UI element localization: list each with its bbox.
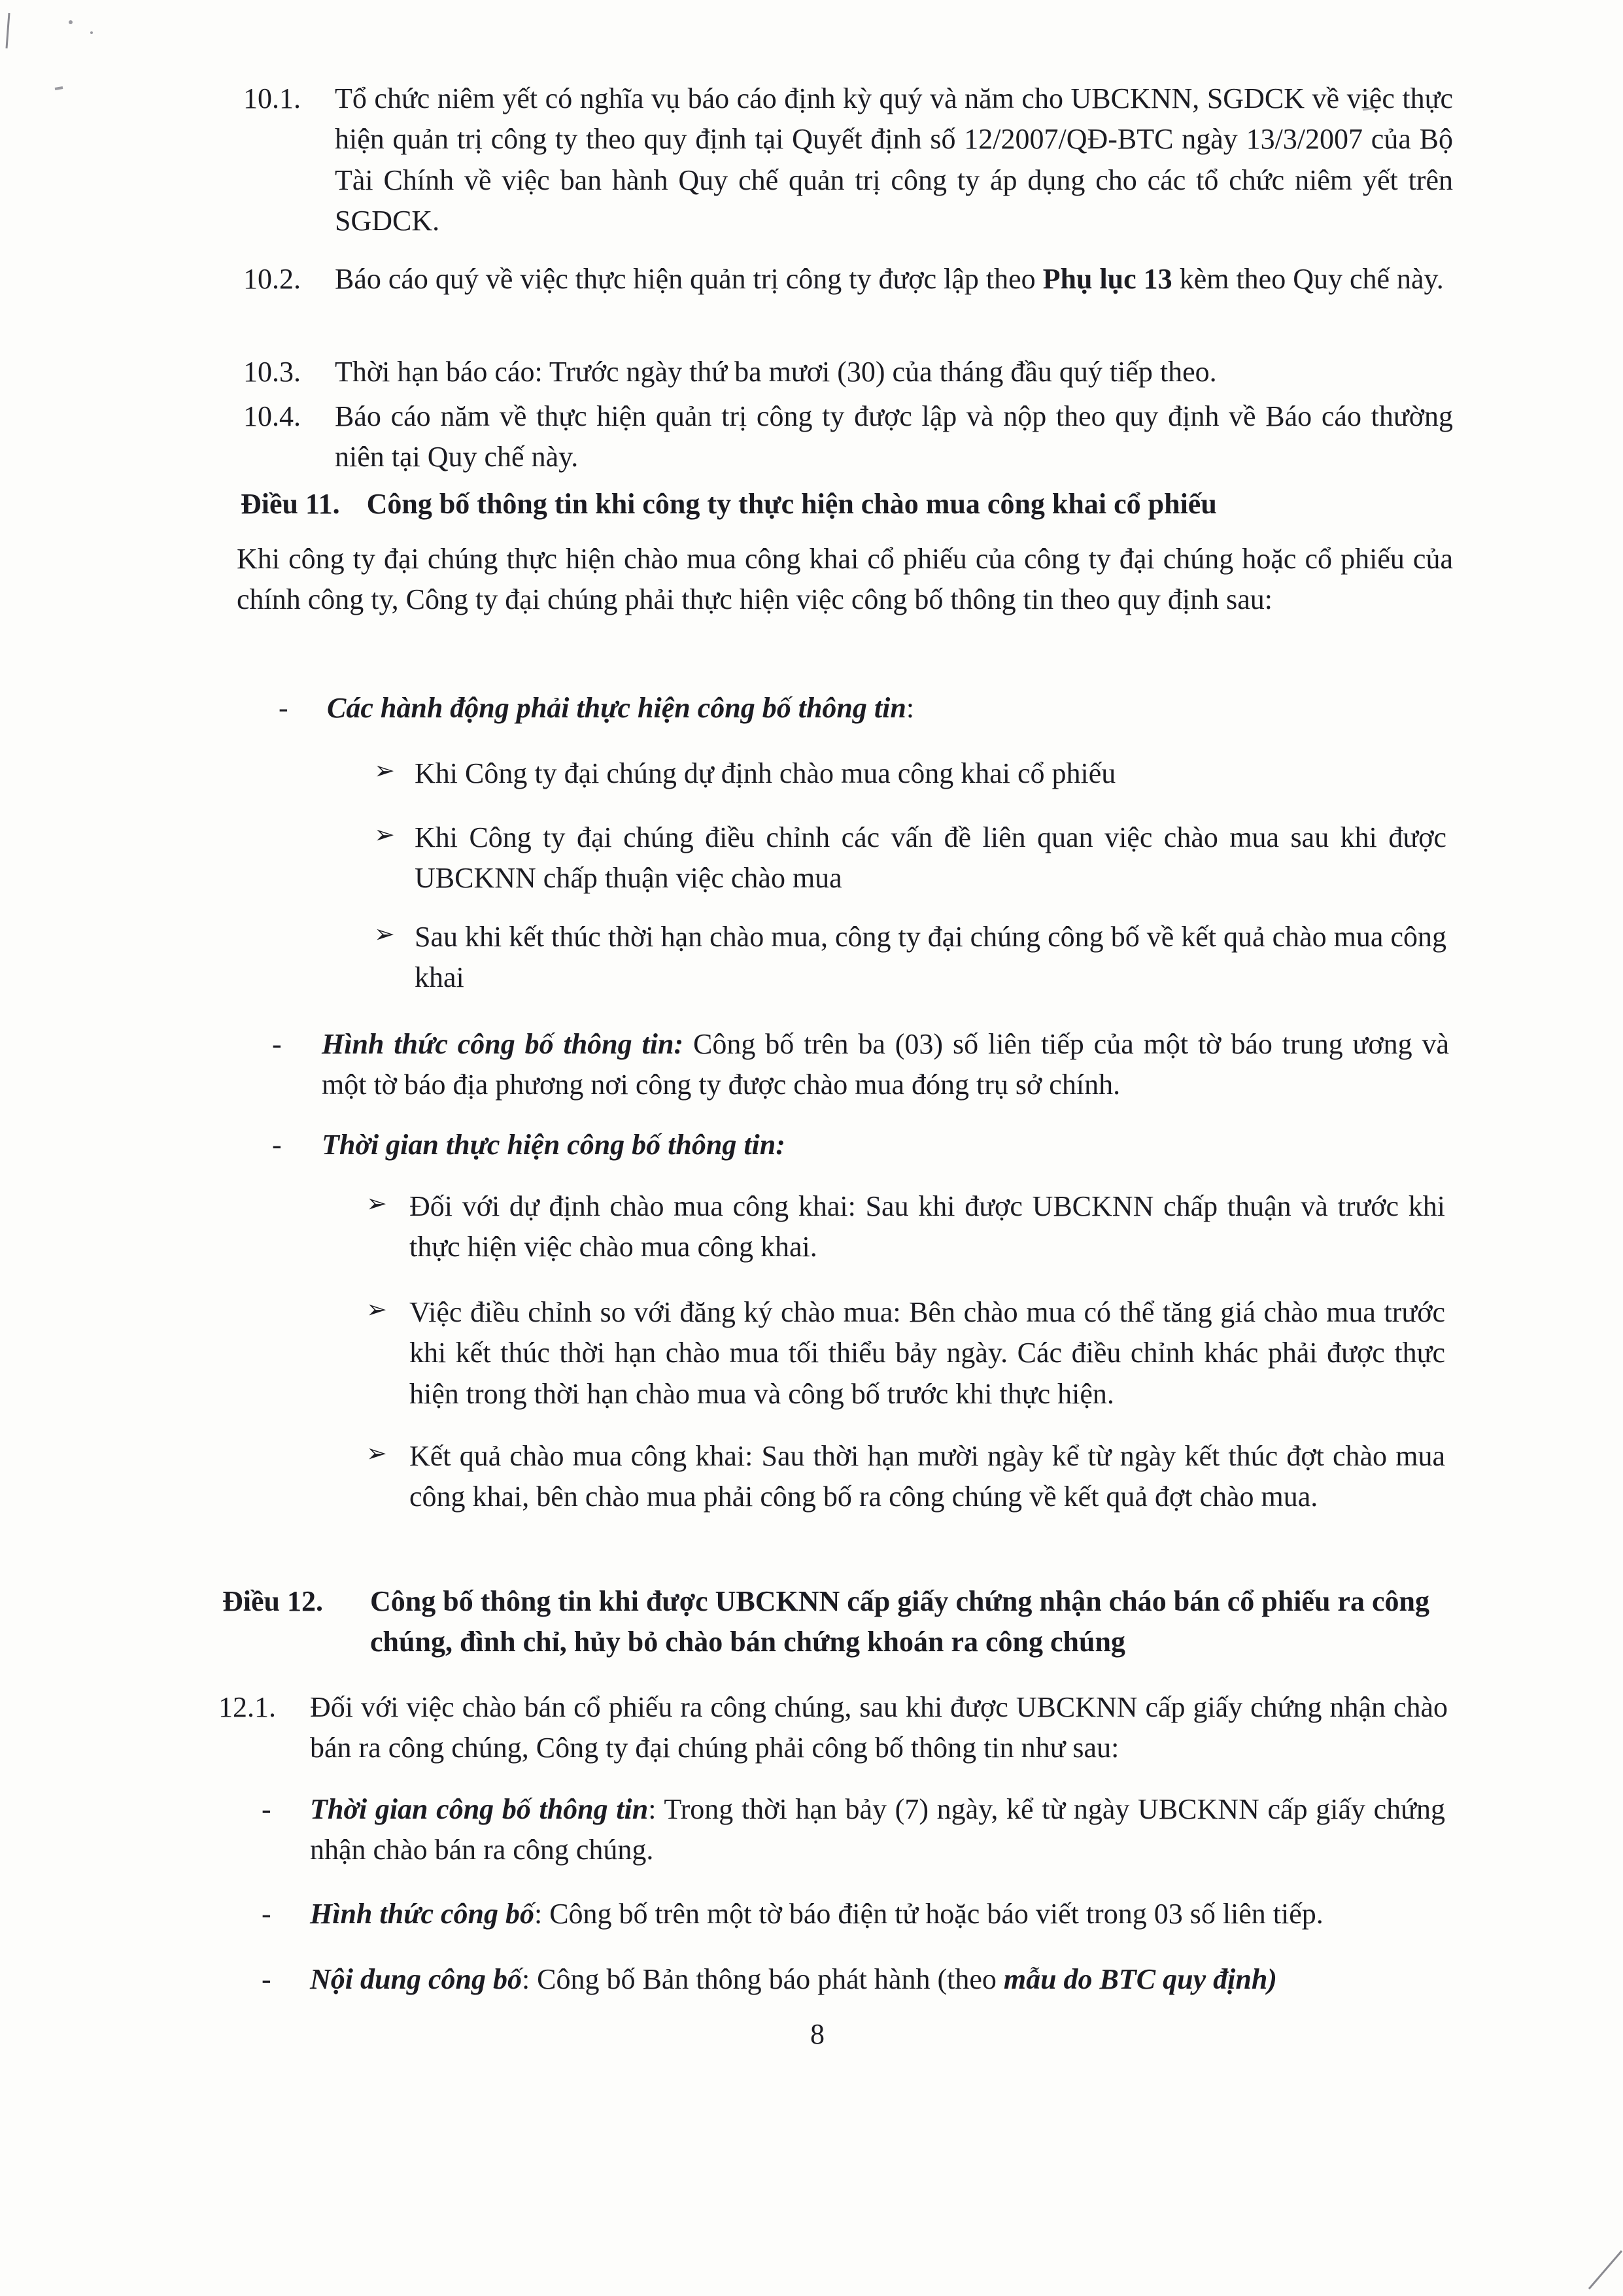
- timing-item-2: ➢ Việc điều chỉnh so với đăng ký chào mua: Bên chào mua có thể tăng giá chào mua trước khi kết thúc thời hạn chào mua tối thiểu bảy ngày. Các điều chỉnh khác phải được thực hiện trong thời hạn chào mua và công bố trước khi thực hiện.: [366, 1292, 1445, 1414]
- timing-item-3: ➢ Kết quả chào mua công khai: Sau thời hạn mười ngày kể từ ngày kết thúc đợt chào mua công khai, bên chào mua phải công bố ra công chúng về kết quả đợt chào mua.: [366, 1436, 1445, 1518]
- clause-text: Báo cáo năm về thực hiện quản trị công ty được lập và nộp theo quy định về Báo cáo thường niên tại Quy chế này.: [335, 400, 1453, 473]
- article-title: Công bố thông tin khi công ty thực hiện chào mua công khai cổ phiếu: [366, 488, 1217, 520]
- dash-bullet: -: [262, 1793, 271, 1825]
- offer-timing-item: - Thời gian công bố thông tin: Trong thời hạn bảy (7) ngày, kể từ ngày UBCKNN cấp giấy chứng nhận chào bán ra công chúng.: [262, 1789, 1445, 1871]
- scan-mark-top-left: [0, 0, 131, 105]
- action-item-1: ➢ Khi Công ty đại chúng dự định chào mua công khai cổ phiếu: [374, 753, 1446, 794]
- arrow-bullet-icon: ➢: [366, 1295, 387, 1324]
- action-item-2: ➢ Khi Công ty đại chúng điều chỉnh các vấn đề liên quan việc chào mua sau khi được UBCKNN chấp thuận việc chào mua: [374, 817, 1446, 899]
- article-label: Điều 12.: [222, 1585, 323, 1617]
- clause-10-1: [243, 78, 1453, 242]
- arrow-bullet-icon: ➢: [374, 820, 395, 849]
- arrow-bullet-icon: ➢: [374, 919, 395, 948]
- clause-text: Tổ chức niêm yết có nghĩa vụ báo cáo định kỳ quý và năm cho UBCKNN, SGDCK về việc thực hiện quản trị công ty theo quy định tại Quyết định số 12/2007/QĐ-BTC ngày 13/3/2007 của Bộ Tài Chính về việc ban hành Quy chế quản trị công ty áp dụng cho các tổ chức niêm yết trên SGDCK.: [335, 82, 1453, 237]
- appendix-reference: Phụ lục 13: [1042, 263, 1172, 295]
- clause-number: 12.1.: [218, 1691, 276, 1723]
- offer-content-item: - Nội dung công bố: Công bố Bản thông báo phát hành (theo mẫu do BTC quy định): [262, 1959, 1445, 2000]
- action-item-3: ➢ Sau khi kết thúc thời hạn chào mua, công ty đại chúng công bố về kết quả chào mua công khai: [374, 917, 1446, 999]
- actions-heading: - Các hành động phải thực hiện công bố thông tin:: [279, 688, 1449, 728]
- article-11-intro: Khi công ty đại chúng thực hiện chào mua công khai cổ phiếu của công ty đại chúng hoặc cổ phiếu của chính công ty, Công ty đại chúng phải thực hiện việc công bố thông tin theo quy định sau:: [237, 543, 1453, 616]
- clause-12-1: [218, 1687, 1448, 1769]
- actions-label: Các hành động phải thực hiện công bố thông tin: [327, 692, 906, 724]
- clause-text: Thời hạn báo cáo: Trước ngày thứ ba mươi (30) của tháng đầu quý tiếp theo.: [335, 356, 1217, 388]
- dash-bullet: -: [272, 1129, 282, 1161]
- arrow-bullet-icon: ➢: [366, 1189, 387, 1218]
- scan-mark-bottom-right: [1556, 2197, 1623, 2296]
- article-label: Điều 11.: [241, 488, 340, 520]
- offer-form-item: - Hình thức công bố: Công bố trên một tờ báo điện tử hoặc báo viết trong 03 số liên tiếp.: [262, 1894, 1445, 1934]
- article-11-heading: [241, 484, 1457, 524]
- dash-bullet: -: [279, 692, 288, 724]
- form-label: Hình thức công bố thông tin:: [322, 1028, 684, 1060]
- timing-heading: [272, 1125, 1449, 1165]
- clause-text: Báo cáo quý về việc thực hiện quản trị công ty được lập theo Phụ lục 13 kèm theo Quy chế này.: [335, 263, 1444, 295]
- arrow-bullet-icon: ➢: [366, 1439, 387, 1467]
- arrow-bullet-icon: ➢: [374, 756, 395, 785]
- dash-bullet: -: [262, 1898, 271, 1930]
- dash-bullet: -: [262, 1963, 271, 1995]
- timing-item-1: ➢ Đối với dự định chào mua công khai: Sau khi được UBCKNN chấp thuận và trước khi thực hiện việc chào mua công khai.: [366, 1186, 1445, 1268]
- clause-10-2: [243, 259, 1453, 300]
- clause-10-3: [243, 352, 1453, 392]
- clause-number: 10.2.: [243, 263, 301, 295]
- dash-bullet: -: [272, 1028, 282, 1060]
- page-number: 8: [810, 2018, 825, 2050]
- form-item: - Hình thức công bố thông tin: Công bố trên ba (03) số liên tiếp của một tờ báo trung ương và một tờ báo địa phương nơi công ty được chào mua đóng trụ sở chính.: [272, 1024, 1449, 1106]
- clause-10-4: [243, 396, 1453, 478]
- article-title: Công bố thông tin khi được UBCKNN cấp giấy chứng nhận cháo bán cổ phiếu ra công chúng, đình chỉ, hủy bỏ chào bán chứng khoán ra công chúng: [370, 1585, 1429, 1658]
- timing-label: Thời gian thực hiện công bố thông tin:: [322, 1129, 785, 1161]
- clause-number: 10.3.: [243, 356, 301, 388]
- clause-text: Đối với việc chào bán cổ phiếu ra công chúng, sau khi được UBCKNN cấp giấy chứng nhận chào bán ra công chúng, Công ty đại chúng phải công bố thông tin như sau:: [310, 1691, 1448, 1764]
- clause-number: 10.4.: [243, 400, 301, 432]
- article-12-heading: [222, 1581, 1452, 1663]
- clause-number: 10.1.: [243, 82, 301, 114]
